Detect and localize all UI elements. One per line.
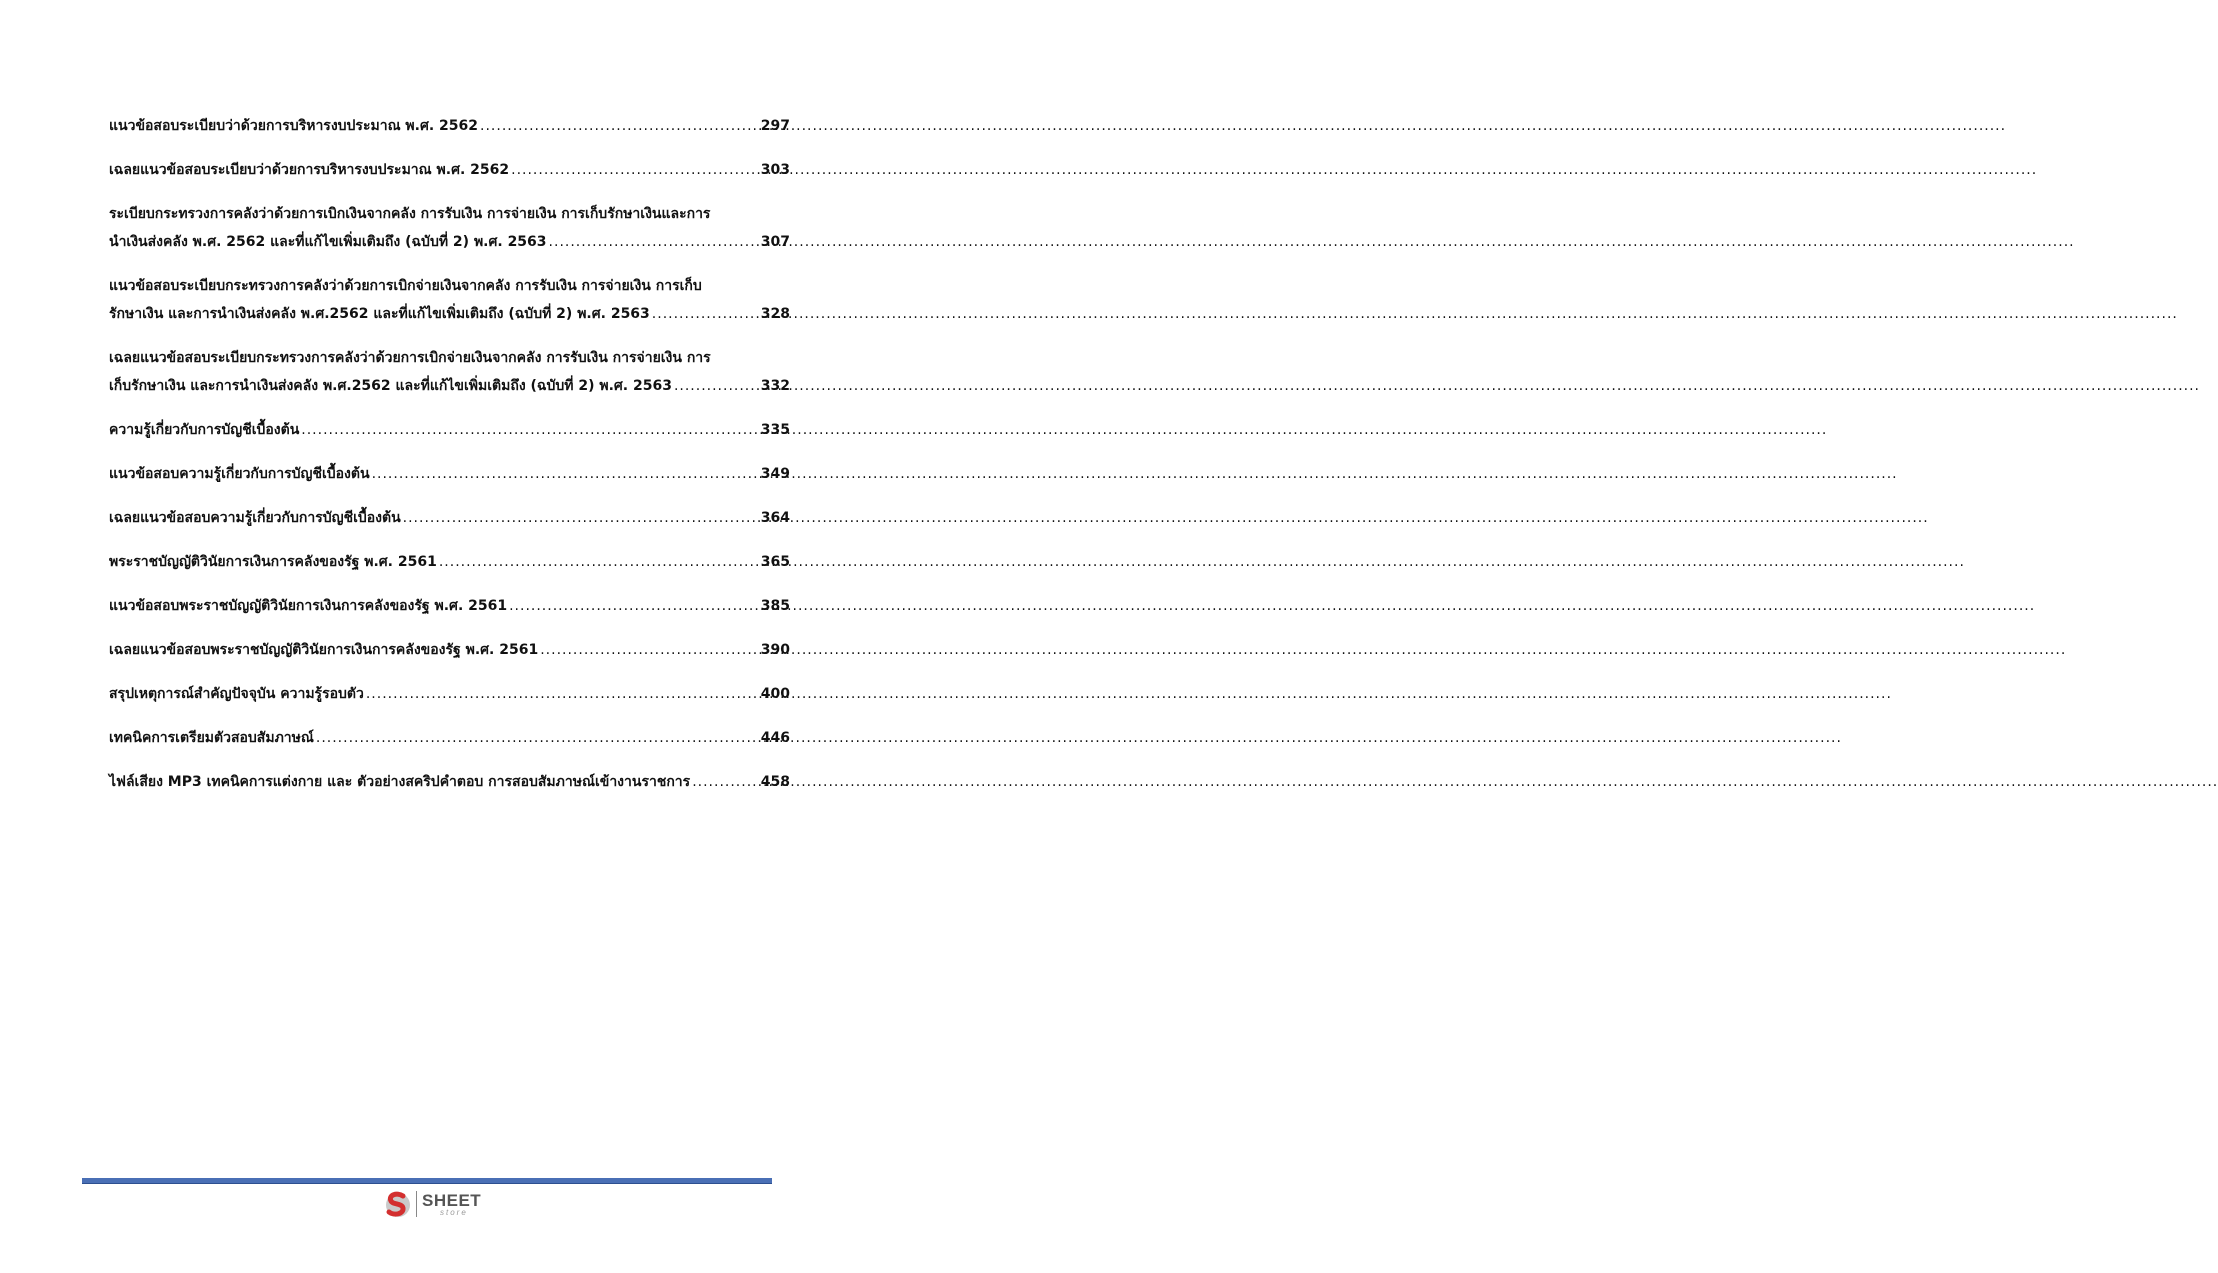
toc-page-number: 446 — [760, 730, 790, 746]
toc-entry[interactable] — [109, 680, 790, 708]
dot-leader — [511, 156, 759, 184]
toc-page-number: 307 — [760, 234, 790, 250]
toc-entry[interactable] — [109, 156, 790, 184]
toc-entry-title: ความรู้เกี่ยวกับการบัญชีเบื้องต้น — [109, 422, 300, 438]
toc-entry-title: สรุปเหตุการณ์สำคัญปัจจุบัน ความรู้รอบตัว — [109, 686, 364, 702]
dot-leader — [372, 460, 759, 488]
toc-page-number: 390 — [760, 642, 790, 658]
toc-entry-title: เฉลยแนวข้อสอบความรู้เกี่ยวกับการบัญชีเบื้องต้น — [109, 510, 401, 526]
dot-leader — [403, 504, 759, 532]
logo-word: SHEET — [422, 1190, 482, 1210]
dot-leader — [674, 372, 759, 400]
toc-page-number: 458 — [760, 774, 790, 790]
toc-entry-title: แนวข้อสอบความรู้เกี่ยวกับการบัญชีเบื้องต้น — [109, 466, 370, 482]
toc-entry-title: พระราชบัญญัติวินัยการเงินการคลังของรัฐ พ.ศ. 2561 — [109, 554, 437, 570]
toc-entry-title: ไฟล์เสียง MP3 เทคนิคการแต่งกาย และ ตัวอย่างสคริปคำตอบ การสอบสัมภาษณ์เข้างานราชการ — [109, 774, 691, 790]
toc-entry-title: แนวข้อสอบระเบียบว่าด้วยการบริหารงบประมาณ พ.ศ. 2562 — [109, 118, 479, 134]
dot-leader — [301, 416, 758, 444]
dot-leader — [439, 548, 759, 576]
toc-entry-title-line: แนวข้อสอบระเบียบกระทรวงการคลังว่าด้วยการเบิกจ่ายเงินจากคลัง การรับเงิน การจ่ายเงิน การเก็บ — [109, 278, 702, 294]
dot-leader — [316, 724, 759, 752]
toc-entry[interactable] — [109, 416, 790, 444]
toc-entry[interactable] — [109, 636, 790, 664]
toc-page-number: 365 — [760, 554, 790, 570]
footer-divider — [82, 1178, 772, 1184]
toc-page-number: 385 — [760, 598, 790, 614]
logo-text — [422, 1192, 481, 1217]
toc-entry-title: เฉลยแนวข้อสอบพระราชบัญญัติวินัยการเงินการคลังของรัฐ พ.ศ. 2561 — [109, 642, 539, 658]
toc-page-number: 349 — [760, 466, 790, 482]
dot-leader — [509, 592, 759, 620]
toc-entry[interactable] — [109, 724, 790, 752]
dot-leader — [540, 636, 759, 664]
toc-page-number: 328 — [760, 306, 790, 322]
toc-entry-title-line: เฉลยแนวข้อสอบระเบียบกระทรวงการคลังว่าด้วยการเบิกจ่ายเงินจากคลัง การรับเงิน การจ่ายเงิน การ — [109, 350, 711, 366]
dot-leader — [549, 228, 759, 256]
toc-entry[interactable] — [109, 200, 790, 256]
dot-leader — [366, 680, 759, 708]
toc-entry-title: นำเงินส่งคลัง พ.ศ. 2562 และที่แก้ไขเพิ่มเติมถึง (ฉบับที่ 2) พ.ศ. 2563 — [109, 234, 547, 250]
toc-entry[interactable] — [109, 272, 790, 328]
toc-entry-title: เทคนิคการเตรียมตัวสอบสัมภาษณ์ — [109, 730, 314, 746]
toc-entry[interactable] — [109, 344, 790, 400]
toc-page-number: 332 — [760, 378, 790, 394]
toc-entry[interactable] — [109, 504, 790, 532]
toc-entry-title: รักษาเงิน และการนำเงินส่งคลัง พ.ศ.2562 และที่แก้ไขเพิ่มเติมถึง (ฉบับที่ 2) พ.ศ. 2563 — [109, 306, 650, 322]
toc-entry[interactable] — [109, 548, 790, 576]
dot-leader — [692, 768, 759, 796]
toc-entry[interactable] — [109, 768, 790, 796]
toc-page-number: 335 — [760, 422, 790, 438]
dot-leader — [652, 300, 759, 328]
logo-divider — [416, 1191, 417, 1217]
toc-page-number: 303 — [760, 162, 790, 178]
table-of-contents — [109, 112, 790, 812]
toc-entry[interactable] — [109, 592, 790, 620]
dot-leader — [480, 112, 759, 140]
toc-entry-title: เก็บรักษาเงิน และการนำเงินส่งคลัง พ.ศ.2562 และที่แก้ไขเพิ่มเติมถึง (ฉบับที่ 2) พ.ศ. 2563 — [109, 378, 672, 394]
logo-subword: store — [440, 1207, 468, 1217]
sheet-store-logo — [382, 1188, 481, 1220]
toc-entry-title-line: ระเบียบกระทรวงการคลังว่าด้วยการเบิกเงินจากคลัง การรับเงิน การจ่ายเงิน การเก็บรักษาเงินและการ — [109, 206, 711, 222]
sheet-store-s-icon — [382, 1189, 412, 1219]
toc-entry[interactable] — [109, 112, 790, 140]
toc-page-number: 364 — [760, 510, 790, 526]
toc-page-number: 400 — [760, 686, 790, 702]
toc-entry-title: เฉลยแนวข้อสอบระเบียบว่าด้วยการบริหารงบประมาณ พ.ศ. 2562 — [109, 162, 510, 178]
toc-page-number: 297 — [760, 118, 790, 134]
toc-entry[interactable] — [109, 460, 790, 488]
toc-entry-title: แนวข้อสอบพระราชบัญญัติวินัยการเงินการคลังของรัฐ พ.ศ. 2561 — [109, 598, 508, 614]
